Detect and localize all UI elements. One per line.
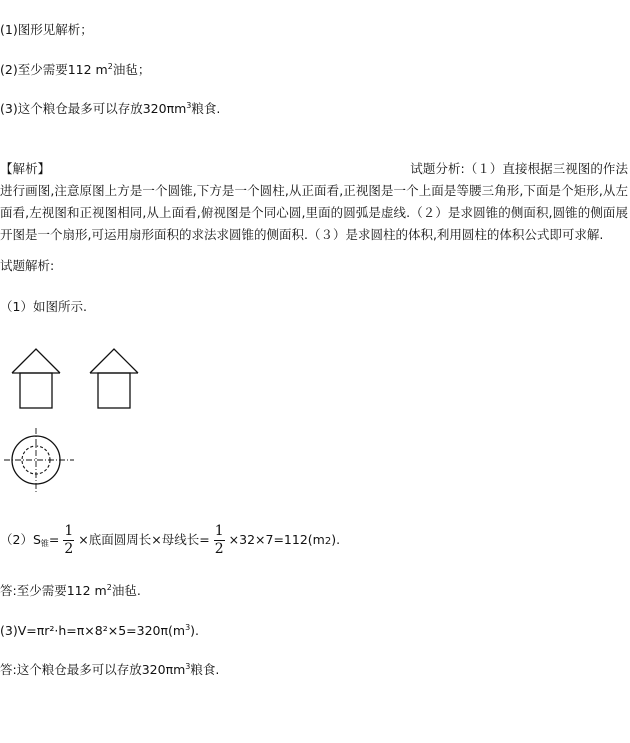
- answer-step-2: 答:至少需要112 $m^2$油毡.: [0, 583, 141, 598]
- analysis-heading: 【解析】: [0, 161, 51, 176]
- top-view: [4, 428, 74, 492]
- three-view-figure: [0, 336, 160, 496]
- solution-step-1: （1）如图所示.: [0, 299, 87, 314]
- answer-step-3: 答:这个粮仓最多可以存放$320\pi m^3$粮食.: [0, 662, 220, 677]
- fraction-half: $\frac{1}{2}$: [214, 523, 224, 557]
- fraction-half: $\frac{1}{2}$: [64, 523, 74, 557]
- front-view: [12, 349, 60, 408]
- analysis-text: 试题分析:（１）直接根据三视图的作法进行画图,注意原图上方是一个圆锥,下方是一个圆柱,从正面看,正视图是一个上面是等腰三角形,下面是个矩形,从左面看,左视图和正视图相同,从上面看,俯视图是个同心圆,里面的圆弧是虚线.（２）是求圆锥的侧面积,圆锥的侧面展开图是一个扇形,可运用扇形面积的求法求圆锥的侧面积.（３）是求圆柱的体积,利用圆柱的体积公式即可求解.: [0, 161, 628, 242]
- solution-step-3: $(3)V=\pi r^2\cdot h=\pi\times 8^2\times 5=320\pi(m^3)$.: [0, 623, 200, 638]
- answer-1: (1)图形见解析；: [0, 22, 93, 37]
- analysis-paragraph: [0, 158, 628, 246]
- answer-2: (2)至少需要112 $m^2$油毡；: [0, 62, 151, 77]
- solution-step-2: $(2)S_锥=$ $\frac{1}{2}$ ×底面圆周长×母线长= $\frac{1}{2}$ ×32×7=112(m2).: [0, 523, 341, 557]
- side-view: [90, 349, 138, 408]
- answer-3: (3)这个粮仓最多可以存放$320\pi m^3$粮食.: [0, 101, 221, 116]
- solution-label: 试题解析:: [0, 258, 55, 273]
